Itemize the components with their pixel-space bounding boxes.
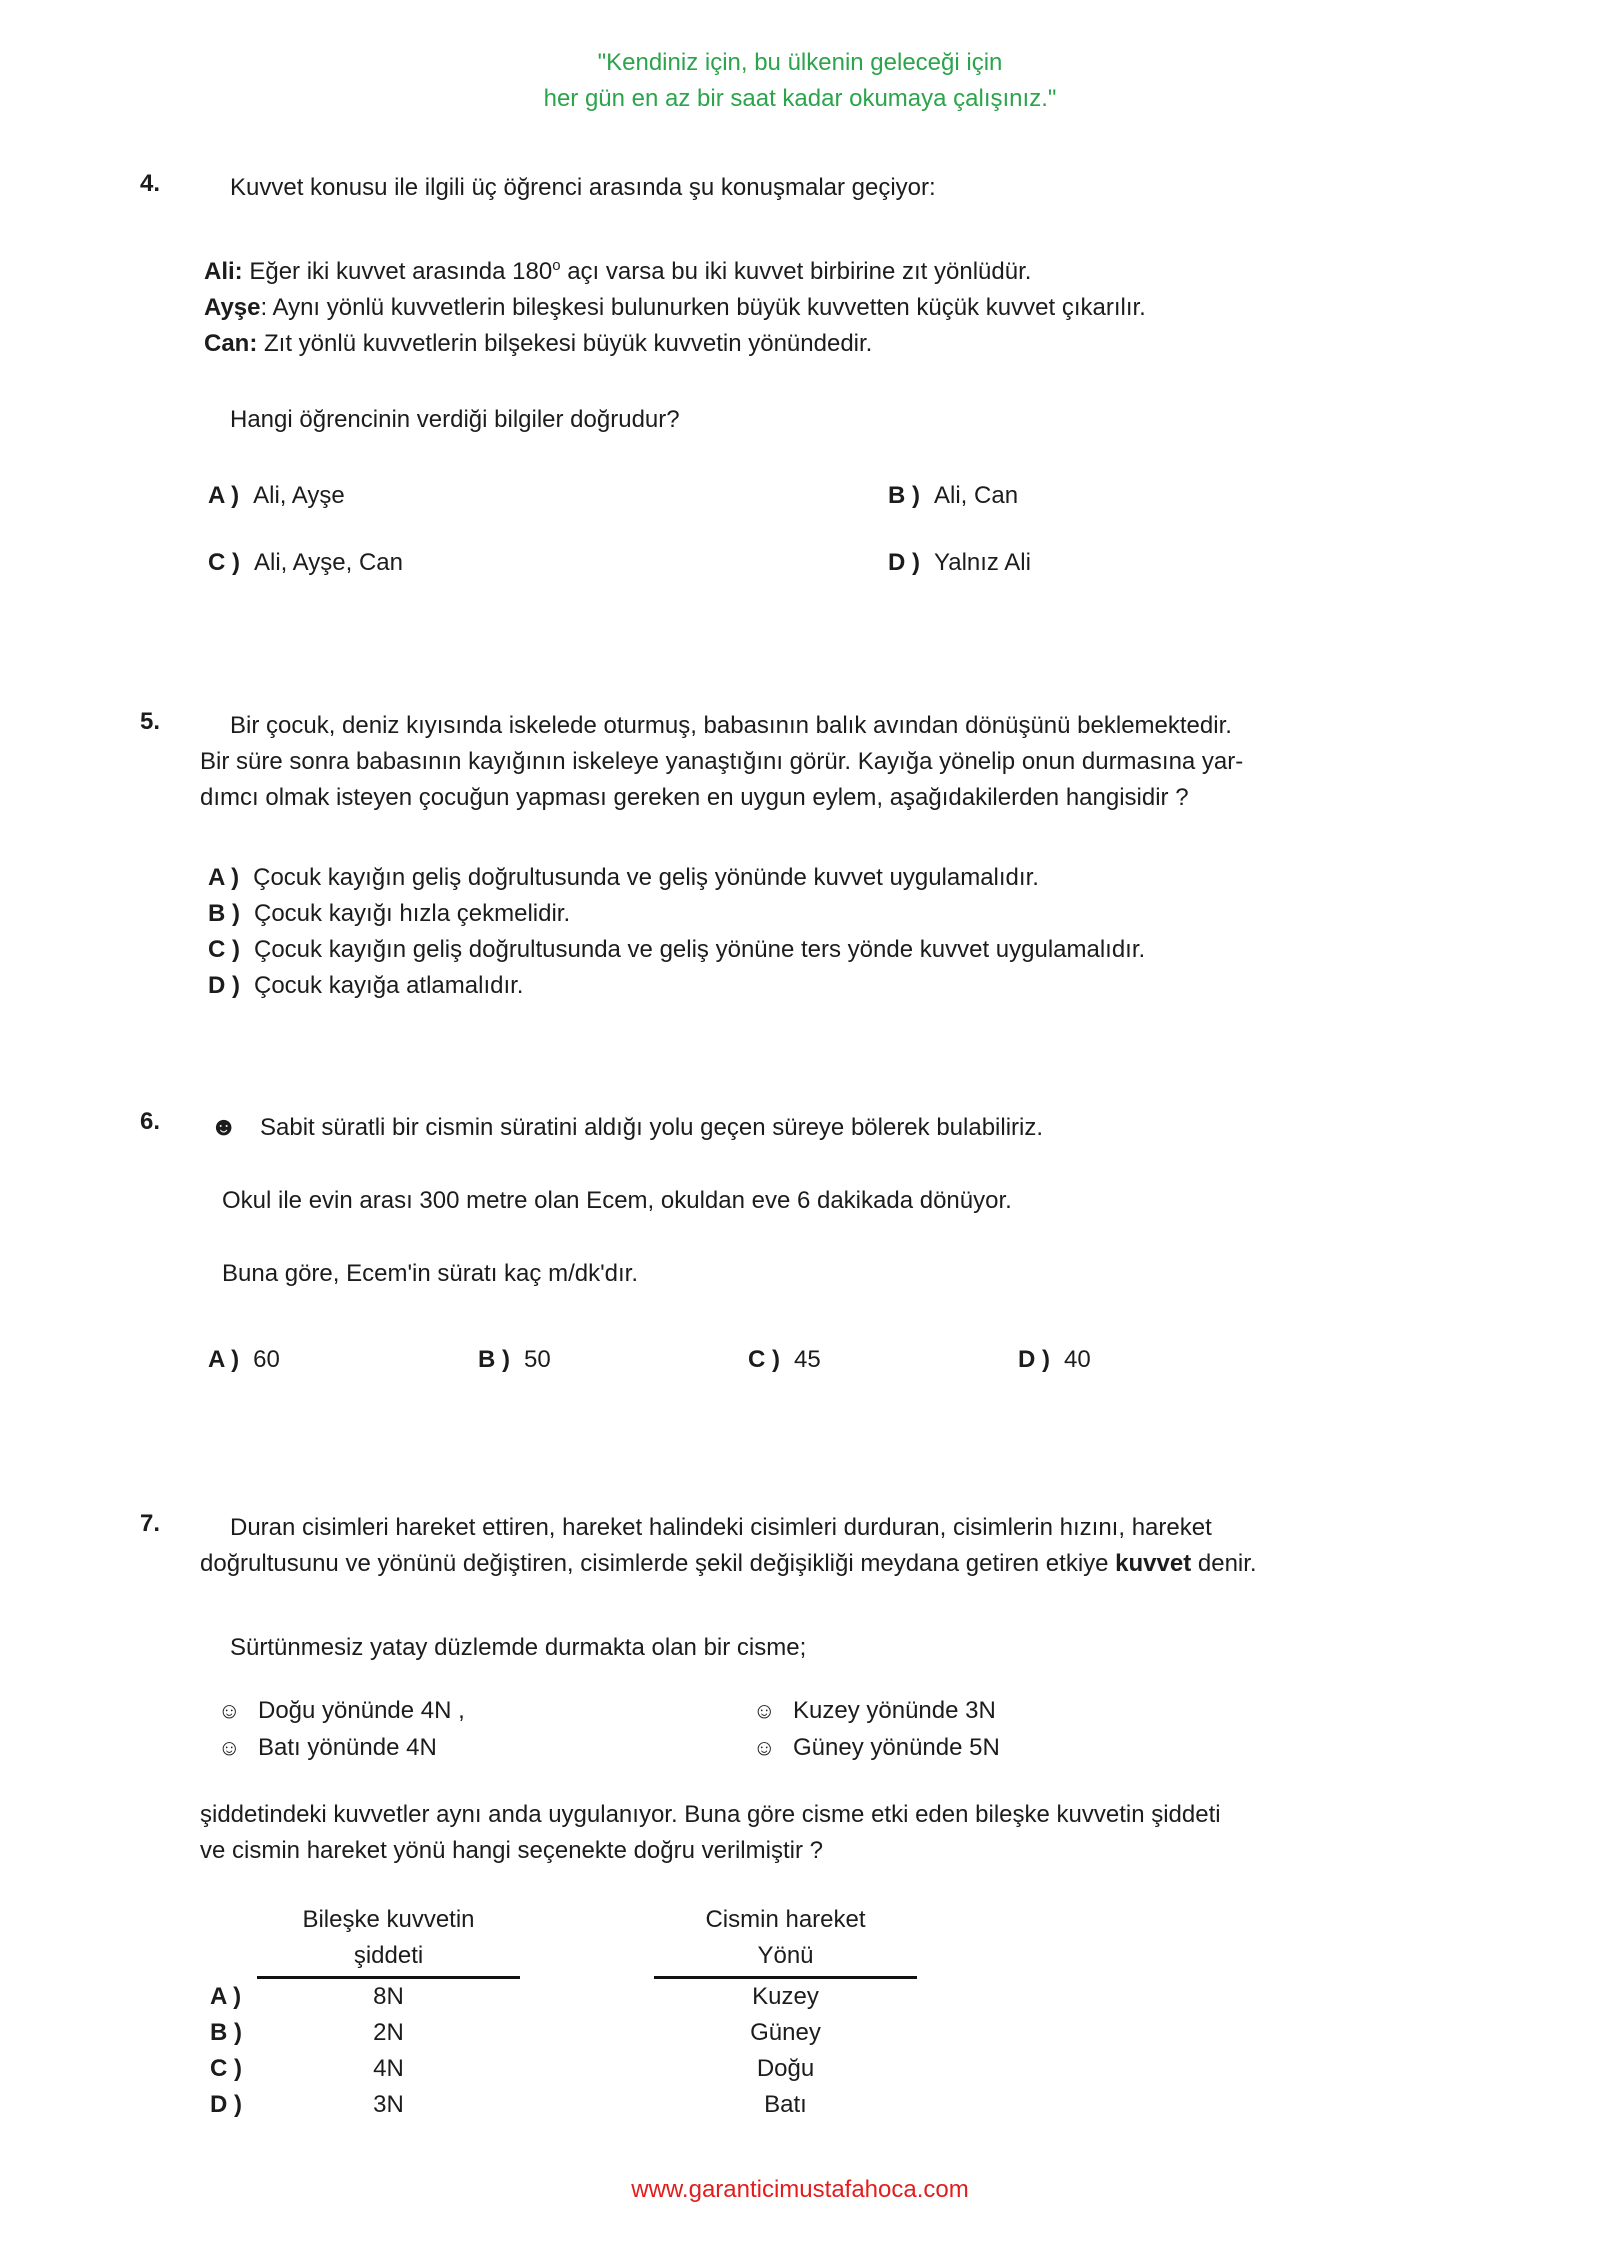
table-row: A ) 8N Kuzey	[210, 1983, 819, 2010]
question-6-number: 6.	[140, 1108, 161, 1135]
answer-table-header	[210, 1902, 1470, 1979]
footer-url: www.garanticimustafahoca.com	[631, 2176, 969, 2203]
option-a: A ) 60	[208, 1346, 280, 1373]
header-quote	[0, 45, 1600, 117]
question-7	[0, 1510, 1600, 2123]
question-7-closing	[200, 1797, 1470, 1869]
quote-line-1: "Kendiniz için, bu ülkenin geleceği için	[597, 49, 1003, 76]
white-smiley-icon: ☺	[218, 1735, 241, 1760]
option-c: C ) Ali, Ayşe, Can	[208, 549, 403, 576]
question-5-options	[200, 860, 1470, 1004]
white-smiley-icon: ☺	[218, 1698, 241, 1723]
force-west: ☺ Batı yönünde 4N	[218, 1729, 753, 1766]
question-6-text-line-3: Buna göre, Ecem'in süratı kaç m/dk'dır.	[222, 1260, 639, 1287]
question-7-force-list	[200, 1692, 1470, 1766]
question-5-body	[200, 708, 1470, 1004]
statement-can-name: Can:	[204, 330, 258, 357]
question-5	[0, 708, 1600, 1004]
question-6-options	[200, 1342, 1470, 1378]
quote-line-2: her gün en az bir saat kadar okumaya çalışınız."	[543, 85, 1057, 112]
option-b: B ) Çocuk kayığı hızla çekmelidir.	[208, 900, 571, 927]
option-c: C ) Çocuk kayığın geliş doğrultusunda ve geliş yönüne ters yönde kuvvet uygulamalıdır.	[208, 936, 1146, 963]
option-d: D ) Çocuk kayığa atlamalıdır.	[208, 972, 524, 999]
question-5-text-line-1: Bir çocuk, deniz kıyısında iskelede oturmuş, babasının balık avından dönüşünü beklemektedir.	[230, 712, 1232, 739]
question-4-options	[200, 478, 1470, 581]
question-4-statements	[200, 254, 1470, 362]
question-6-body	[200, 1108, 1470, 1378]
black-smiley-icon: ☻	[210, 1111, 238, 1141]
table-row: D ) 3N Batı	[210, 2091, 807, 2118]
question-6	[0, 1108, 1600, 1378]
answer-table	[200, 1902, 1470, 2123]
option-a: A ) Ali, Ayşe	[208, 482, 345, 509]
question-7-number: 7.	[140, 1510, 161, 1537]
option-b: B ) Ali, Can	[888, 482, 1019, 509]
white-smiley-icon: ☺	[753, 1698, 776, 1723]
option-b: B ) 50	[478, 1346, 551, 1373]
header-motion-direction: Cismin hareket Yönü	[654, 1902, 917, 1979]
option-a: A ) Çocuk kayığın geliş doğrultusunda ve geliş yönünde kuvvet uygulamalıdır.	[208, 864, 1039, 891]
question-4-prompt: Hangi öğrencinin verdiği bilgiler doğrudur?	[230, 406, 680, 433]
statement-ayse-name: Ayşe	[204, 294, 261, 321]
header-resultant-force: Bileşke kuvvetin şiddeti	[257, 1902, 520, 1979]
question-5-text-line-3: dımcı olmak isteyen çocuğun yapması gereken en uygun eylem, aşağıdakilerden hangisidir ?	[200, 784, 1189, 811]
kuvvet-bold: kuvvet	[1115, 1550, 1192, 1577]
force-south: ☺ Güney yönünde 5N	[753, 1729, 1470, 1766]
question-7-para-line-1: Duran cisimleri hareket ettiren, hareket halindeki cisimleri durduran, cisimlerin hızını, hareket	[230, 1514, 1212, 1541]
question-5-number: 5.	[140, 708, 161, 735]
question-7-para-line-2: doğrultusunu ve yönünü değiştiren, cisimlerde şekil değişikliği meydana getiren etkiye kuvvet denir.	[200, 1550, 1257, 1577]
question-4-number: 4.	[140, 170, 161, 197]
question-7-sub: Sürtünmesiz yatay düzlemde durmakta olan bir cisme;	[230, 1634, 807, 1661]
statement-can: Can: Zıt yönlü kuvvetlerin bilşekesi büyük kuvvetin yönündedir.	[204, 330, 873, 357]
question-4-body	[200, 170, 1470, 581]
table-row: C ) 4N Doğu	[210, 2055, 815, 2082]
question-4-intro: Kuvvet konusu ile ilgili üç öğrenci arasında şu konuşmalar geçiyor:	[230, 174, 936, 201]
question-6-text-line-2: Okul ile evin arası 300 metre olan Ecem, okuldan eve 6 dakikada dönüyor.	[222, 1187, 1012, 1214]
question-4	[0, 170, 1600, 581]
closing-line-2: ve cismin hareket yönü hangi seçenekte doğru verilmiştir ?	[200, 1837, 823, 1864]
option-d: D ) Yalnız Ali	[888, 549, 1031, 576]
statement-ayse: Ayşe: Aynı yönlü kuvvetlerin bileşkesi bulunurken büyük kuvvetten küçük kuvvet çıkarılır.	[204, 294, 1146, 321]
statement-ali-name: Ali:	[204, 258, 243, 285]
question-7-body	[200, 1510, 1470, 2123]
white-smiley-icon: ☺	[753, 1735, 776, 1760]
statement-ali: Ali: Eğer iki kuvvet arasında 180$^o$ açı varsa bu iki kuvvet birbirine zıt yönlüdür.	[204, 257, 1032, 285]
closing-line-1: şiddetindeki kuvvetler aynı anda uygulanıyor. Buna göre cisme etki eden bileşke kuvvetin şiddeti	[200, 1801, 1221, 1828]
degree-superscript: o	[552, 257, 561, 274]
question-5-text-line-2: Bir süre sonra babasının kayığının iskeleye yanaştığını görür. Kayığa yönelip onun durmasına yar-	[200, 748, 1244, 775]
option-c: C ) 45	[748, 1346, 821, 1373]
force-north: ☺ Kuzey yönünde 3N	[753, 1692, 1470, 1729]
option-d: D ) 40	[1018, 1346, 1091, 1373]
force-east: ☺ Doğu yönünde 4N ,	[218, 1692, 753, 1729]
table-row: B ) 2N Güney	[210, 2019, 821, 2046]
question-6-statement: ☻ Sabit süratli bir cismin süratini aldığı yolu geçen süreye bölerek bulabiliriz.	[200, 1108, 1470, 1146]
